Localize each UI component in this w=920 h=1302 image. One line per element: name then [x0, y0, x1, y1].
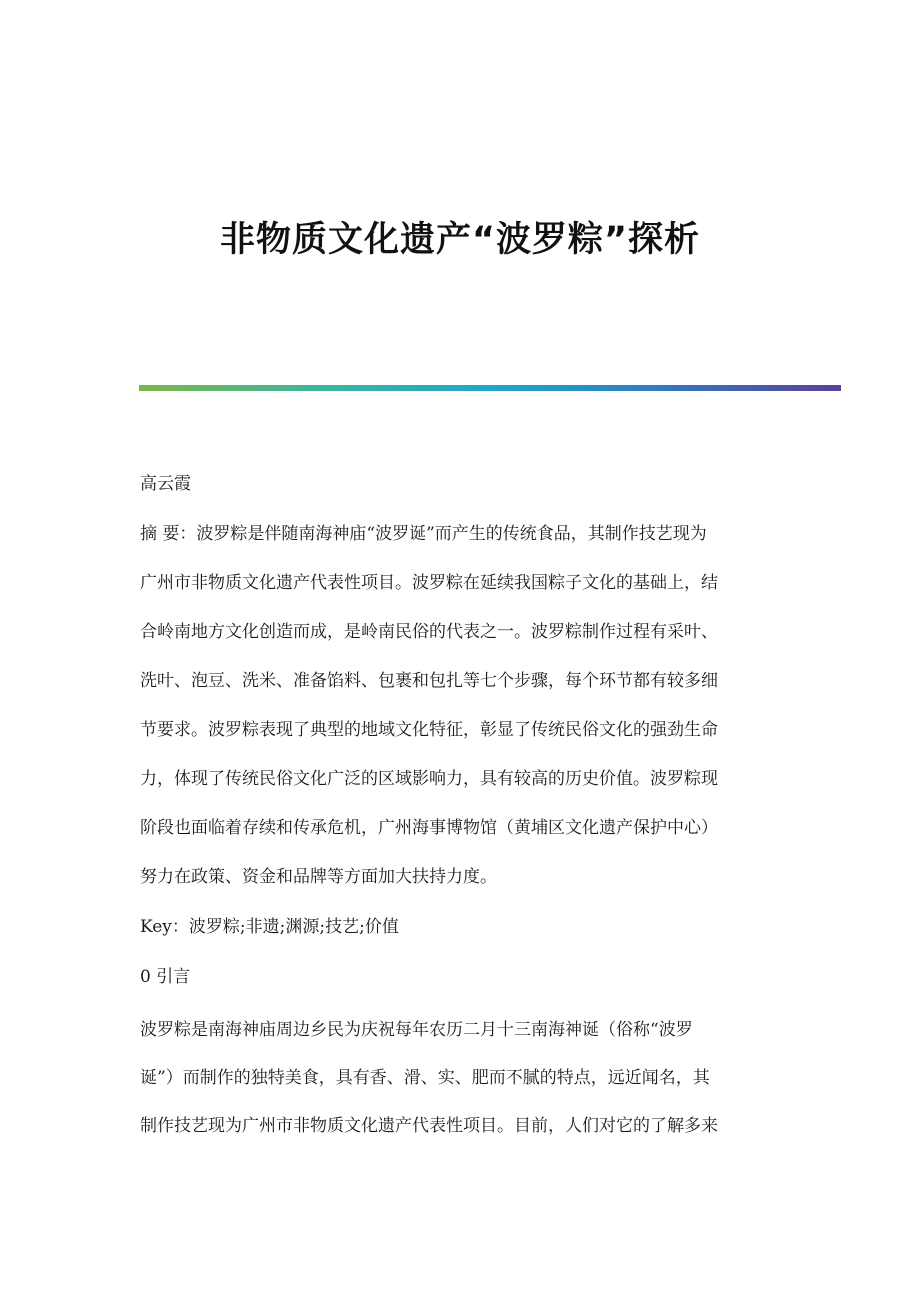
abstract-line: 摘 要：波罗粽是伴随南海神庙“波罗诞”而产生的传统食品，其制作技艺现为	[140, 524, 707, 544]
abstract-line: 洗叶、泡豆、洗米、准备馅料、包裹和包扎等七个步骤，每个环节都有较多细	[140, 671, 718, 691]
body-line: 诞”）而制作的独特美食，具有香、滑、实、肥而不腻的特点，远近闻名，其	[140, 1068, 710, 1088]
document-title: 非物质文化遗产“波罗粽”探析	[219, 220, 700, 260]
title-divider	[139, 385, 841, 391]
abstract-line: 力，体现了传统民俗文化广泛的区域影响力，具有较高的历史价值。波罗粽现	[140, 769, 718, 789]
abstract	[140, 518, 780, 893]
abstract-line: 广州市非物质文化遗产代表性项目。波罗粽在延续我国粽子文化的基础上，结	[140, 573, 718, 593]
introduction-paragraph	[140, 1014, 780, 1142]
section-heading: 0 引言	[140, 967, 191, 987]
author-name: 高云霞	[140, 474, 191, 494]
abstract-line: 阶段也面临着存续和传承危机，广州海事博物馆（黄埔区文化遗产保护中心）	[140, 818, 718, 838]
document-body	[140, 468, 780, 1158]
keywords: Key：波罗粽;非遗;渊源;技艺;价值	[140, 917, 399, 937]
abstract-line: 节要求。波罗粽表现了典型的地域文化特征，彰显了传统民俗文化的强劲生命	[140, 720, 718, 740]
abstract-line: 努力在政策、资金和品牌等方面加大扶持力度。	[140, 867, 497, 887]
abstract-line: 合岭南地方文化创造而成，是岭南民俗的代表之一。波罗粽制作过程有采叶、	[140, 622, 718, 642]
body-line: 制作技艺现为广州市非物质文化遗产代表性项目。目前，人们对它的了解多来	[140, 1116, 718, 1136]
body-line: 波罗粽是南海神庙周边乡民为庆祝每年农历二月十三南海神诞（俗称“波罗	[140, 1020, 693, 1040]
